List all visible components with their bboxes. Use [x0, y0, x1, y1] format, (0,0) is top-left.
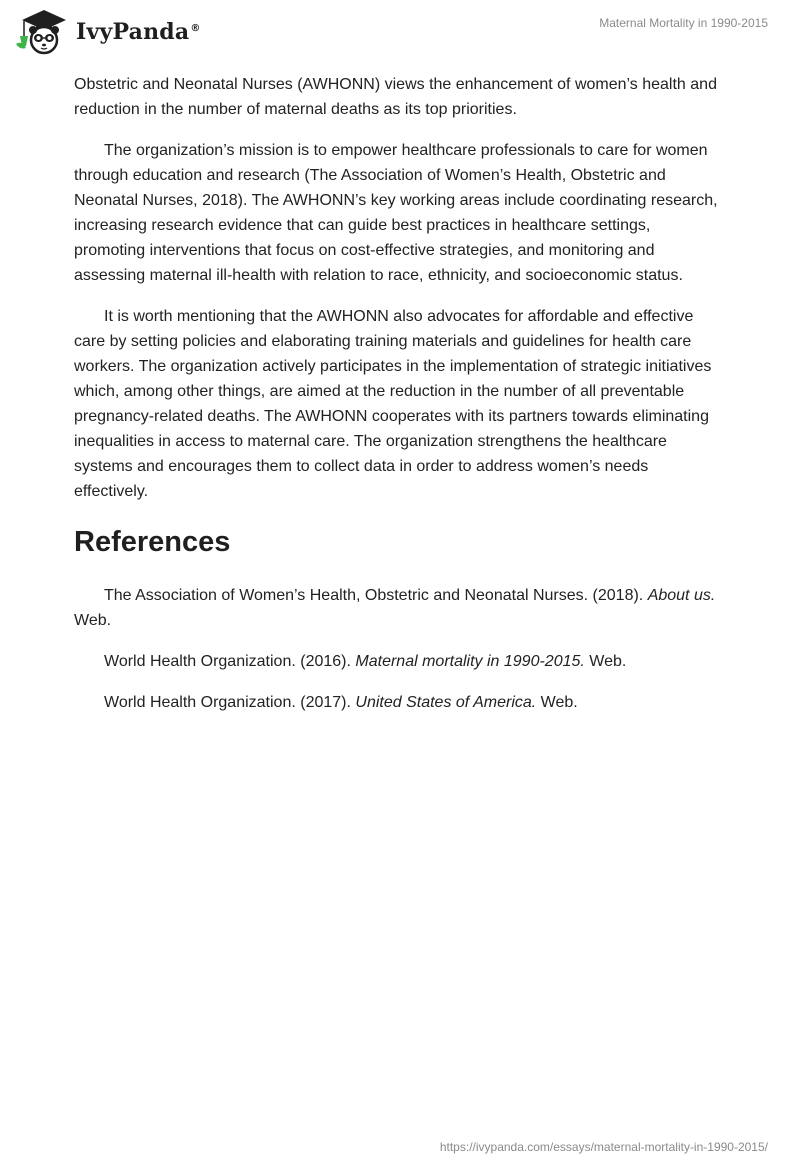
brand-name-text: IvyPanda: [76, 19, 190, 45]
reference-author: The Association of Women’s Health, Obstetric and Neonatal Nurses. (2018).: [104, 587, 648, 604]
source-url-link[interactable]: https://ivypanda.com/essays/maternal-mortality-in-1990-2015/: [439, 1140, 768, 1154]
page-header: [0, 0, 800, 70]
reference-author: World Health Organization. (2016).: [104, 653, 356, 670]
reference-suffix: Web.: [74, 612, 112, 629]
references-heading: References: [74, 526, 231, 558]
reference-item: [74, 649, 720, 674]
reference-suffix: Web.: [584, 653, 627, 670]
registered-mark: ®: [190, 22, 201, 34]
reference-item: [74, 583, 720, 633]
reference-suffix: Web.: [536, 694, 578, 711]
reference-item: [74, 690, 720, 715]
reference-title: About us.: [647, 587, 716, 604]
running-title: Maternal Mortality in 1990-2015: [599, 16, 768, 30]
body-paragraph-1: Obstetric and Neonatal Nurses (AWHONN) views the enhancement of women’s health and reduction in the number of maternal deaths as its top priorities.: [74, 76, 717, 118]
reference-title: Maternal mortality in 1990-2015.: [355, 653, 585, 670]
essay-content: [74, 72, 720, 731]
ivypanda-logo[interactable]: [14, 8, 201, 56]
brand-name: [76, 19, 201, 45]
reference-author: World Health Organization. (2017).: [104, 694, 356, 711]
body-paragraph-3: It is worth mentioning that the AWHONN also advocates for affordable and effective care by setting policies and elaborating training materials and guidelines for health care workers. The organization actively participates in the implementation of strategic initiatives which, among other things, are aimed at the reduction in the number of all preventable pregnancy-related deaths. The AWHONN cooperates with its partners towards eliminating inequalities in access to maternal care. The organization strengthens the healthcare systems and encourages them to collect data in order to address women’s needs effectively.: [74, 308, 712, 500]
panda-graduate-icon: [14, 8, 74, 56]
body-paragraph-2: The organization’s mission is to empower healthcare professionals to care for women through education and research (The Association of Women’s Health, Obstetric and Neonatal Nurses, 2018). The AWHONN’s key working areas include coordinating research, increasing research evidence that can guide best practices in healthcare settings, promoting interventions that focus on cost-effective strategies, and monitoring and assessing maternal ill-health with relation to race, ethnicity, and socioeconomic status.: [74, 142, 718, 284]
reference-title: United States of America.: [355, 694, 537, 711]
